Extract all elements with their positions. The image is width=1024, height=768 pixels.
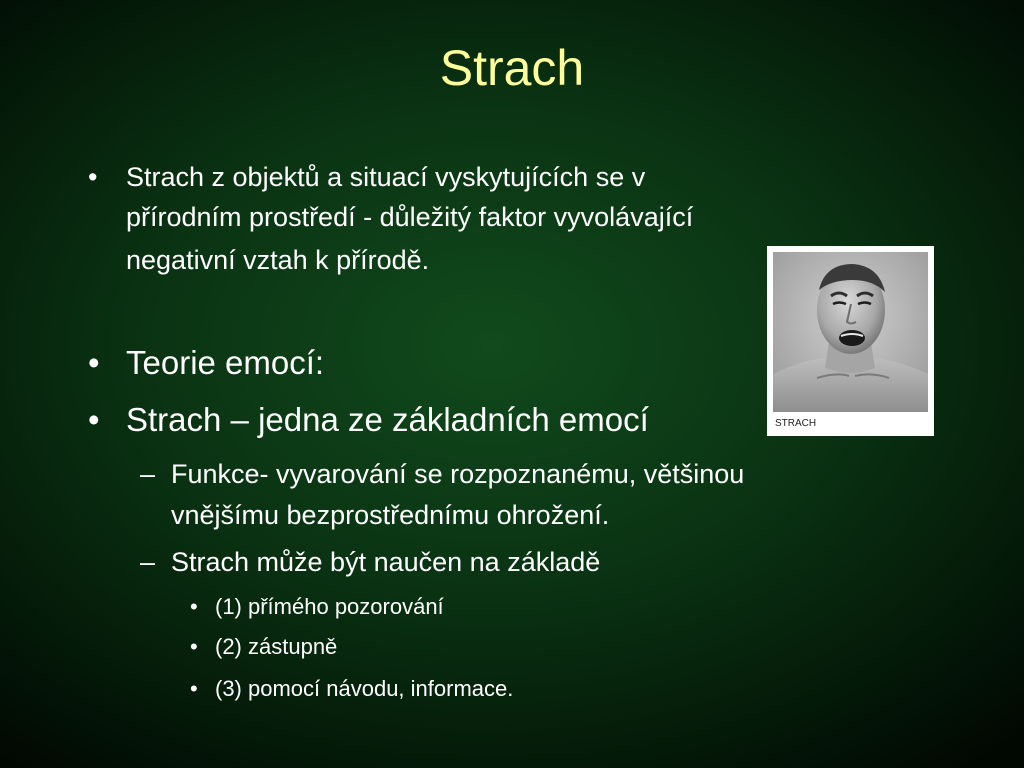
sub-sub-bullet-text: (1) přímého pozorování [215,594,444,619]
sub-sub-bullet-marker: • [190,634,198,659]
sub-bullet-text-line: vnějšímu bezprostřednímu ohrožení. [171,500,610,530]
sub-bullet-marker: – [140,547,156,577]
bullet-marker: • [88,401,100,438]
bullet-marker: • [88,344,100,381]
bullet-text-line: Strach z objektů a situací vyskytujících se v [126,162,646,192]
slide-title: Strach [439,40,585,96]
sub-bullet-marker: – [140,459,156,489]
sub-sub-bullet-marker: • [190,594,198,619]
bullet-text-line: negativní vztah k přírodě. [126,245,430,275]
sub-bullet-text-line: Funkce- vyvarování se rozpoznanému, většinou [171,459,745,489]
photo-caption: STRACH [775,418,817,429]
sub-sub-bullet-marker: • [190,676,198,701]
sub-sub-bullet-text: (2) zástupně [215,634,338,659]
sub-bullet-text: Strach může být naučen na základě [171,547,601,577]
sub-sub-bullet-text: (3) pomocí návodu, informace. [215,676,514,701]
bullet-text: Teorie emocí: [126,344,325,381]
bullet-text: Strach – jedna ze základních emocí [126,401,649,438]
bullet-text-line: přírodním prostředí - důležitý faktor vyvolávající [126,202,694,232]
fear-face-photo [767,246,934,436]
bullet-marker: • [88,162,98,192]
